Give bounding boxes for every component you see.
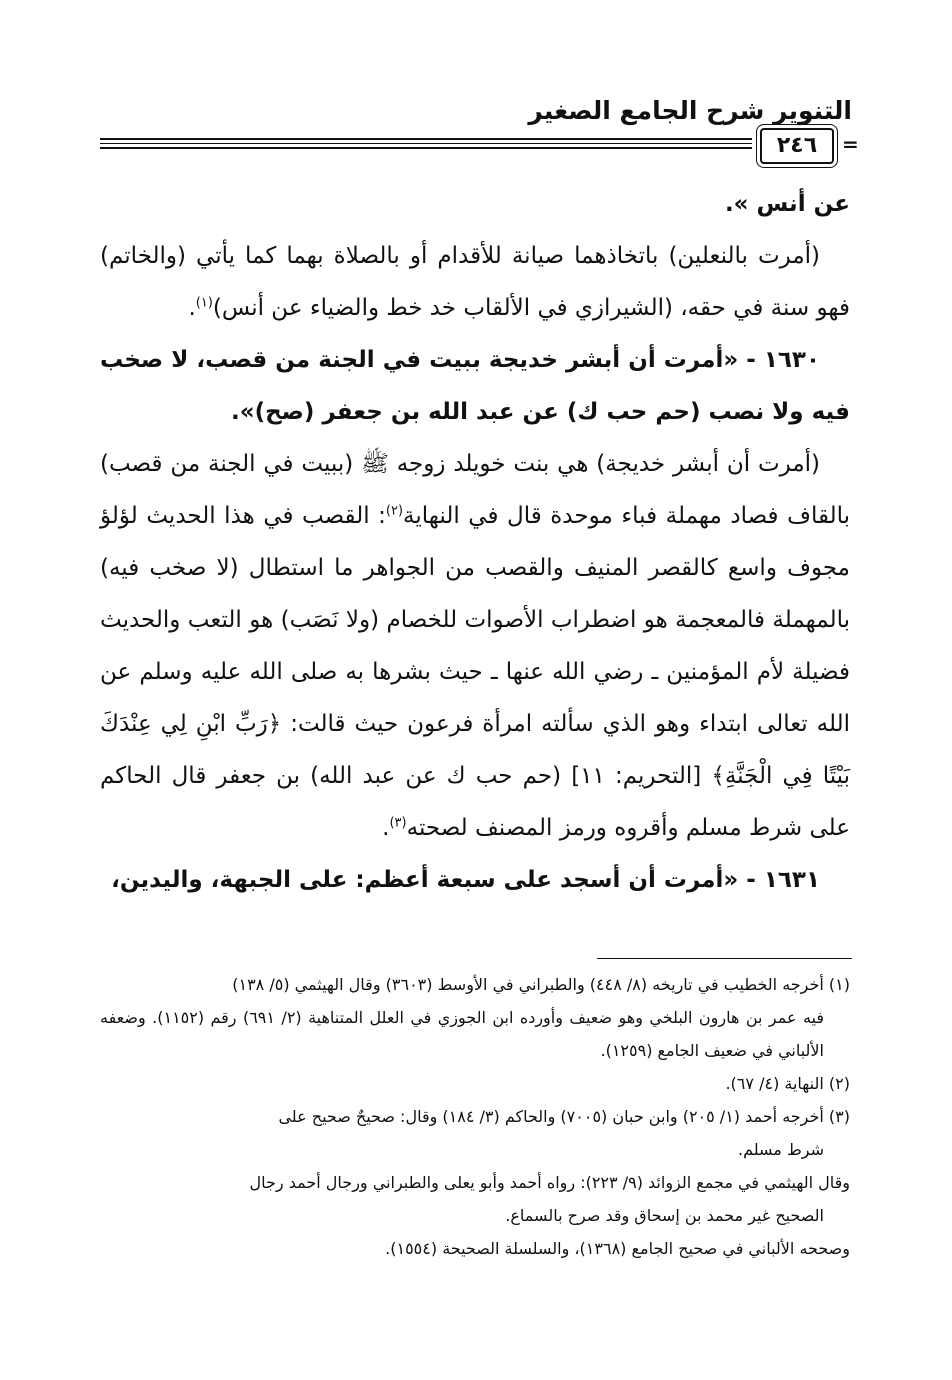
commentary-1630	[100, 438, 850, 854]
commentary-text: (أمرت بالنعلين) باتخاذهما صيانة للأقدام أو بالصلاة بهما كما يأتي (والخاتم) فهو سنة في حقه، (الشيرازي في الألقاب خد خط والضياء عن أنس)	[100, 243, 850, 321]
footnotes	[100, 968, 850, 1265]
page-number: ٢٤٦	[760, 128, 834, 164]
footnote-ref-2: (٢)	[385, 503, 404, 519]
footnote-3-extra: وقال الهيثمي في مجمع الزوائد (٩/ ٢٢٣): رواه أحمد وأبو يعلى والطبراني ورجال أحمد رجال	[249, 1173, 850, 1192]
commentary-text-b: : القصب في هذا الحديث لؤلؤ مجوف واسع كالقصر المنيف والقصب من الجواهر ما استطال (لا صخب فيه) بالمهملة فالمعجمة هو اضطراب الأصوات للخصام (ولا نَصَب) هو التعب والحديث فضيلة لأم المؤمنين ـ رضي الله عنها ـ حيث بشرها به صلى الله عليه وسلم عن الله تعالى ابتداء وهو الذي سألته امرأة فرعون حيث قالت: ﴿رَبِّ ابْنِ لِي عِنْدَكَ بَيْتًا فِي الْجَنَّةِ﴾ [التحريم: ١١] (حم حب ك عن عبد الله) بن جعفر قال الحاكم على شرط مسلم وأقروه ورمز المصنف لصحته	[100, 503, 850, 841]
footnote-divider	[597, 958, 852, 959]
period: .	[188, 295, 196, 321]
footnote-ref-3: (٣)	[389, 815, 407, 831]
footnote-1: (١) أخرجه الخطيب في تاريخه (٨/ ٤٤٨) والطبراني في الأوسط (٣٦٠٣) وقال الهيثمي (٥/ ١٣٨)	[232, 975, 850, 994]
footnote-3-last: وصححه الألباني في صحيح الجامع (١٣٦٨)، والسلسلة الصحيحة (١٥٥٤).	[385, 1239, 850, 1258]
running-header	[100, 92, 859, 182]
commentary-1629	[100, 230, 850, 334]
hadith-1631: ١٦٣١ - «أمرت أن أسجد على سبعة أعظم: على الجبهة، واليدين،	[111, 867, 820, 893]
commentary-text-a: (أمرت أن أبشر خديجة) هي بنت خويلد زوجه ﷺ (ببيت في الجنة من قصب) بالقاف فصاد مهملة فباء موحدة قال في النهاية	[100, 451, 850, 529]
main-text	[100, 178, 850, 906]
hadith-1630: ١٦٣٠ - «أمرت أن أبشر خديجة ببيت في الجنة من قصب، لا صخب فيه ولا نصب (حم حب ك) عن عبد الله بن جعفر (صح)».	[100, 347, 850, 425]
equals-mark: =	[842, 132, 859, 156]
header-rule	[100, 138, 752, 152]
footnote-2: (٢) النهاية (٤/ ٦٧).	[725, 1074, 850, 1093]
footnote-3: (٣) أخرجه أحمد (١/ ٢٠٥) وابن حبان (٧٠٠٥) والحاكم (٣/ ١٨٤) وقال: صحيحٌ صحيح على	[278, 1107, 850, 1126]
footnote-1-continued: فيه عمر بن هارون البلخي وهو ضعيف وأورده ابن الجوزي في العلل المتناهية (٢/ ٦٩١) رقم (١١٥٢). وضعفه الألباني في ضعيف الجامع (١٢٥٩).	[100, 1008, 824, 1060]
paragraph-end-of-previous: عن أنس ».	[724, 191, 850, 217]
footnote-ref-1: (١)	[195, 295, 213, 311]
footnote-3-extra-continued: الصحيح غير محمد بن إسحاق وقد صرح بالسماع.	[505, 1206, 824, 1225]
book-title: التنوير شرح الجامع الصغير	[528, 96, 852, 125]
period: .	[382, 815, 390, 841]
footnote-3-continued: شرط مسلم.	[738, 1140, 824, 1159]
